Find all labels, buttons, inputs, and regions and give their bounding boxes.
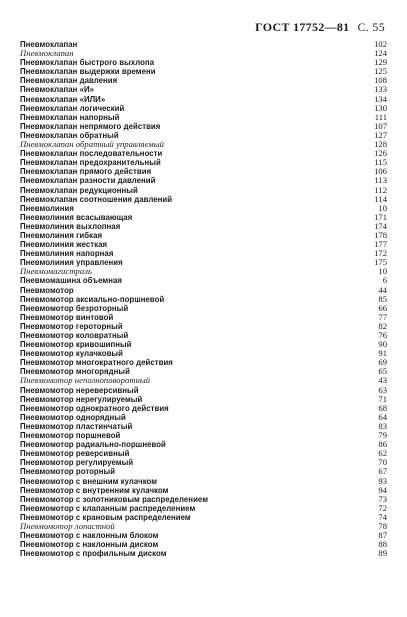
index-term: Пневмомотор с наклонным блоком <box>20 531 159 541</box>
index-entry <box>20 295 387 304</box>
index-term: Пневмомотор героторный <box>20 321 123 331</box>
index-number: 70 <box>378 457 387 468</box>
index-term: Пневмомотор безроторный <box>20 303 129 313</box>
index-number: 88 <box>378 539 387 550</box>
index-number: 83 <box>378 420 387 431</box>
index-entry <box>20 49 387 58</box>
index-entry <box>20 140 387 149</box>
index-entry <box>20 95 387 104</box>
index-entry <box>20 522 387 531</box>
index-term: Пневмомотор однорядный <box>20 412 126 422</box>
index-term: Пневмоклапан быстрого выхлопа <box>20 58 155 68</box>
index-number: 43 <box>378 375 387 386</box>
index-entry <box>20 477 387 486</box>
index-entry <box>20 167 387 176</box>
index-number: 79 <box>378 430 387 441</box>
index-term: Пневмолиния напорная <box>20 249 114 259</box>
index-term: Пневмоклапан разности давлений <box>20 176 156 186</box>
index-number: 87 <box>378 530 387 541</box>
index-term: Пневмомотор коловратный <box>20 331 129 340</box>
index-number: 171 <box>374 211 387 222</box>
index-entry <box>20 40 387 49</box>
index-term: Пневмоклапан редукционный <box>20 185 138 195</box>
index-term: Пневмомотор многорядный <box>20 367 130 377</box>
index-term: Пневмоклапан последовательности <box>20 149 163 159</box>
index-term: Пневмомотор с внутренним кулачком <box>20 485 169 495</box>
index-entry <box>20 204 387 213</box>
index-number: 65 <box>378 366 387 377</box>
index-term: Пневмомотор аксиально-поршневой <box>20 294 165 304</box>
index-entry <box>20 176 387 185</box>
index-term: Пневмомотор с клапанным распределением <box>20 503 196 513</box>
index-entry <box>20 395 387 404</box>
index-entry <box>20 386 387 395</box>
index-number: 130 <box>374 102 387 113</box>
index-entry <box>20 504 387 513</box>
index-term: Пневмоклапан напорный <box>20 112 120 122</box>
index-number: 85 <box>378 293 387 304</box>
page-header <box>255 20 385 35</box>
index-term: Пневмомотор поршневой <box>20 431 121 441</box>
index-term: Пневмоклапан соотношения давлений <box>20 194 173 204</box>
index-entry <box>20 431 387 440</box>
index-entry <box>20 195 387 204</box>
index-number: 89 <box>378 548 387 559</box>
index-term: Пневмолиния жесткая <box>20 240 108 250</box>
index-entry <box>20 286 387 295</box>
index-number: 74 <box>378 511 387 522</box>
index-entry <box>20 340 387 349</box>
index-entry <box>20 458 387 467</box>
index-entry <box>20 440 387 449</box>
index-term: Пневмолиния всасывающая <box>20 212 133 222</box>
index-entry <box>20 413 387 422</box>
index-number: 71 <box>378 393 387 404</box>
index-entry <box>20 149 387 158</box>
index-number: 113 <box>374 175 387 186</box>
index-number: 66 <box>378 302 387 313</box>
index-term: Пневмоклапан «ИЛИ» <box>20 94 106 104</box>
index-number: 114 <box>374 193 387 204</box>
index-term: Пневмоклапан прямого действия <box>20 167 152 177</box>
term-index <box>20 40 387 558</box>
index-term: Пневмомотор регулируемый <box>20 458 134 468</box>
index-number: 115 <box>374 157 387 168</box>
index-term: Пневмомотор с внешним кулачком <box>20 476 158 486</box>
index-entry <box>20 222 387 231</box>
index-term: Пневмомотор многократного действия <box>20 358 173 368</box>
index-term: Пневмомотор роторный <box>20 467 116 477</box>
index-term: Пневмомотор пластинчатый <box>20 421 133 431</box>
index-term: Пневмоклапан «И» <box>20 85 95 95</box>
index-term: Пневмоклапан предохранительный <box>20 158 161 168</box>
index-number: 111 <box>374 111 387 122</box>
index-number: 134 <box>374 93 387 104</box>
index-number: 107 <box>374 120 387 131</box>
index-entry <box>20 113 387 122</box>
index-term: Пневмолиния гибкая <box>20 230 103 240</box>
index-term: Пневмомотор винтовой <box>20 312 114 322</box>
index-term: Пневмоклапан непрямого действия <box>20 121 161 131</box>
index-entry <box>20 304 387 313</box>
index-number: 72 <box>378 502 387 513</box>
index-entry <box>20 467 387 476</box>
index-term: Пневмомотор кулачковый <box>20 349 123 359</box>
index-entry <box>20 331 387 340</box>
index-entry <box>20 404 387 413</box>
index-number: 6 <box>382 275 387 286</box>
index-term: Пневмолиния выхлопная <box>20 221 121 231</box>
index-entry <box>20 322 387 331</box>
index-entry <box>20 549 387 558</box>
index-number: 93 <box>378 475 387 486</box>
index-term: Пневмоклапан обратный управляемый <box>20 139 165 150</box>
index-term: Пневмомотор с наклонным диском <box>20 540 159 550</box>
index-entry <box>20 76 387 85</box>
index-number: 126 <box>374 148 387 159</box>
index-entry <box>20 67 387 76</box>
index-number: 112 <box>374 184 387 195</box>
index-entry <box>20 495 387 504</box>
index-number: 177 <box>374 239 387 250</box>
index-term: Пневмомотор реверсивный <box>20 449 130 459</box>
index-number: 68 <box>378 402 387 413</box>
index-entry <box>20 85 387 94</box>
index-entry <box>20 349 387 358</box>
index-entry <box>20 240 387 249</box>
index-term: Пневмомагистраль <box>20 266 92 277</box>
index-number: 91 <box>378 348 387 359</box>
index-term: Пневмомотор однократного действия <box>20 403 169 413</box>
index-number: 124 <box>374 48 387 59</box>
index-number: 67 <box>378 466 387 477</box>
index-term: Пневмомотор нерегулируемый <box>20 394 143 404</box>
index-term: Пневмолиния <box>20 203 74 213</box>
index-number: 10 <box>378 202 387 213</box>
index-number: 44 <box>378 284 387 295</box>
index-number: 175 <box>374 257 387 268</box>
index-number: 63 <box>378 384 387 395</box>
index-term: Пневмомотор кривошипный <box>20 340 132 350</box>
index-term: Пневмомашина объемная <box>20 276 122 286</box>
index-number: 77 <box>378 311 387 322</box>
index-term: Пневмомотор с золотниковым распределением <box>20 494 209 504</box>
index-entry <box>20 186 387 195</box>
index-term: Пневмоклапан <box>20 48 74 59</box>
index-number: 128 <box>374 139 387 150</box>
index-term: Пневмомотор радиально-поршневой <box>20 440 166 450</box>
index-number: 102 <box>374 39 387 49</box>
index-number: 125 <box>374 66 387 77</box>
index-entry <box>20 104 387 113</box>
index-number: 82 <box>378 320 387 331</box>
index-term: Пневмомотор нереверсивный <box>20 385 139 395</box>
index-term: Пневмомотор <box>20 285 74 295</box>
index-entry <box>20 313 387 322</box>
index-term: Пневмоклапан <box>20 40 78 49</box>
index-number: 86 <box>378 439 387 450</box>
index-entry <box>20 249 387 258</box>
index-entry <box>20 231 387 240</box>
index-number: 178 <box>374 229 387 240</box>
index-number: 10 <box>378 266 387 277</box>
index-number: 127 <box>374 129 387 140</box>
page-number: С. 55 <box>357 20 385 34</box>
index-entry <box>20 267 387 276</box>
index-number: 129 <box>374 57 387 68</box>
index-number: 108 <box>374 75 387 86</box>
index-number: 64 <box>378 411 387 422</box>
index-number: 172 <box>374 248 387 259</box>
index-number: 62 <box>378 448 387 459</box>
index-entry <box>20 422 387 431</box>
index-number: 73 <box>378 493 387 504</box>
index-term: Пневмоклапан давления <box>20 76 118 86</box>
index-entry <box>20 58 387 67</box>
index-term: Пневмомотор неполноповоротный <box>20 375 151 386</box>
index-number: 94 <box>378 484 387 495</box>
index-term: Пневмолиния управления <box>20 258 123 268</box>
index-number: 69 <box>378 357 387 368</box>
index-number: 78 <box>378 520 387 531</box>
index-entry <box>20 376 387 385</box>
index-number: 76 <box>378 330 387 340</box>
index-entry <box>20 449 387 458</box>
index-term: Пневмомотор лопастной <box>20 520 115 531</box>
index-term: Пневмоклапан выдержки времени <box>20 67 156 77</box>
standard-number: ГОСТ 17752—81 <box>255 20 350 34</box>
index-entry <box>20 486 387 495</box>
index-term: Пневмомотор с профильным диском <box>20 549 167 559</box>
index-entry <box>20 213 387 222</box>
index-number: 90 <box>378 339 387 350</box>
index-number: 106 <box>374 166 387 177</box>
index-entry <box>20 122 387 131</box>
index-number: 133 <box>374 84 387 95</box>
index-entry <box>20 531 387 540</box>
index-number: 174 <box>374 220 387 231</box>
index-term: Пневмомотор с крановым распределением <box>20 512 191 522</box>
index-entry <box>20 158 387 167</box>
index-entry <box>20 276 387 285</box>
index-term: Пневмоклапан логический <box>20 103 125 113</box>
index-entry <box>20 540 387 549</box>
index-entry <box>20 358 387 367</box>
index-term: Пневмоклапан обратный <box>20 130 119 140</box>
